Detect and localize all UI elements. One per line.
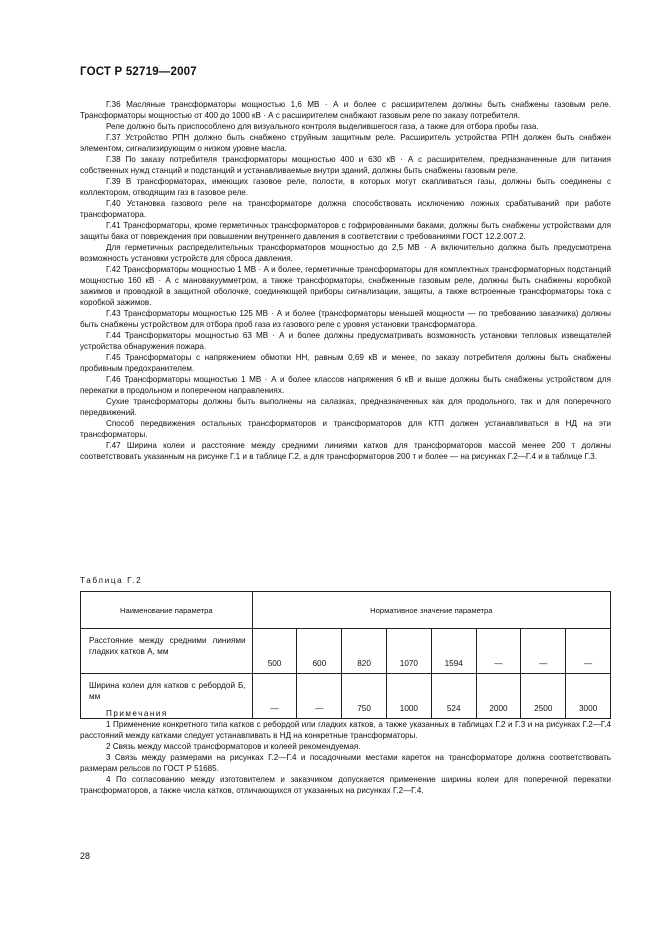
table-cell: 1000 [386, 674, 431, 719]
header-parameter-name: Наименование параметра [81, 592, 253, 629]
paragraph: Г.46 Трансформаторы мощностью 1 МВ · А и более классов напряжения 6 кВ и выше должны быть снабжены устройством для перекатки в продольном и поперечном направлениях. [80, 375, 611, 395]
row-parameter-name: Расстояние между средними линиями гладких катков А, мм [81, 629, 253, 674]
table-cell: — [566, 629, 611, 674]
paragraph: Г.47 Ширина колеи и расстояние между средними линиями катков для трансформаторов массой менее 200 т должны соответствовать указанным на рисунке Г.1 и в таблице Г.2, а для трансформаторов 200 т и более — на рисунках Г.2—Г.4 и в таблице Г.3. [80, 441, 611, 461]
table-cell: 524 [431, 674, 476, 719]
table-cell: 750 [342, 674, 387, 719]
table-cell: 600 [297, 629, 342, 674]
note-item: 2 Связь между массой трансформаторов и колеей рекомендуемая. [106, 742, 361, 751]
table-cell: — [252, 674, 297, 719]
notes-title: Примечания [106, 709, 168, 718]
table-cell: — [476, 629, 521, 674]
paragraph: Г.42 Трансформаторы мощностью 1 МВ · А и более, герметичные трансформаторы для комплектных трансформаторных подстанций мощностью 160 кВ · А с мановакуумметром, а также трансформаторы, снабженные газовым реле, должны быть снабжены коробкой зажимов и проводкой в защитной оболочке, соединяющей приборы сигнализации, защиты, а также встроенные трансформаторы тока с коробкой зажимов. [80, 265, 611, 307]
paragraph: Г.41 Трансформаторы, кроме герметичных трансформаторов с гофрированными баками, должны быть снабжены устройствами для защиты бака от повреждения при повышении внутреннего давления в соответствии с требованиями ГОСТ 12.2.007.2. [80, 221, 611, 241]
table-cell: 500 [252, 629, 297, 674]
table-caption: Таблица Г.2 [80, 576, 143, 585]
paragraph: Для герметичных распределительных трансформаторов мощностью до 2,5 МВ · А включительно должна быть предусмотрена возможность установки устройств для сброса давления. [80, 243, 611, 263]
table-cell: 1070 [386, 629, 431, 674]
paragraph: Г.43 Трансформаторы мощностью 125 МВ · А и более (трансформаторы меньшей мощности — по требованию заказчика) должны быть снабжены устройством для отбора проб газа из газового реле с уровня установки трансформатора. [80, 309, 611, 329]
table-cell: 820 [342, 629, 387, 674]
row-parameter-name: Ширина колеи для катков с ребордой Б, мм [81, 674, 253, 719]
document-header: ГОСТ Р 52719—2007 [80, 66, 197, 78]
header-parameter-value: Нормативное значение параметра [252, 592, 610, 629]
paragraph: Г.37 Устройство РПН должно быть снабжено струйным защитным реле. Расширитель устройства РПН должен быть снабжен элементом, сигнализирующим о низком уровне масла. [80, 133, 611, 153]
page-number: 28 [80, 851, 91, 861]
paragraph: Г.38 По заказу потребителя трансформаторы мощностью 400 и 630 кВ · А с расширителем, предназначенные для питания собственных нужд станций и подстанций и устанавливаемые внутри зданий, должны быть снабжены газовым реле. [80, 155, 611, 175]
note-item: 4 По согласованию между изготовителем и заказчиком допускается применение ширины колеи для поперечной перекатки трансформаторов, а также числа катков, отличающихся от указанных на рисунках Г.2—Г.4. [80, 775, 611, 795]
notes-section [80, 708, 611, 796]
note-item: 1 Применение конкретного типа катков с ребордой или гладких катков, а также указанных в таблицах Г.2 и Г.3 и на рисунках Г.2—Г.4 расстояний между катками следует устанавливать в НД на конкретные трансформаторы. [80, 720, 611, 740]
table-cell: 3000 [566, 674, 611, 719]
paragraph: Способ передвижения остальных трансформаторов и трансформаторов для КТП должен устанавливаться в НД на эти трансформаторы. [80, 419, 611, 439]
note-item: 3 Связь между размерами на рисунках Г.2—Г.4 и посадочными местами кареток на трансформаторе должна соответствовать размерам рельсов по ГОСТ Р 51685. [80, 753, 611, 773]
table-row [81, 629, 611, 674]
paragraph: Г.44 Трансформаторы мощностью 63 МВ · А и более должны предусматривать возможность установки тепловых извещателей устройства обнаружения пожара. [80, 331, 611, 351]
body-text [80, 99, 611, 462]
table-cell: 2000 [476, 674, 521, 719]
paragraph: Г.40 Установка газового реле на трансформаторе должна способствовать исключению ложных срабатываний при работе трансформатора. [80, 199, 611, 219]
table-cell: — [297, 674, 342, 719]
table-cell: 1594 [431, 629, 476, 674]
table-cell: 2500 [521, 674, 566, 719]
paragraph: Сухие трансформаторы должны быть выполнены на салазках, предназначенных как для продольного, так и для поперечного передвижений. [80, 397, 611, 417]
paragraph: Г.36 Масляные трансформаторы мощностью 1,6 МВ · А и более с расширителем должны быть снабжены газовым реле. Трансформаторы мощностью от 400 до 1000 кВ · А с расширителем снабжают газовым реле по заказу потребителя. [80, 100, 611, 120]
table-header-row [81, 592, 611, 629]
paragraph: Г.45 Трансформаторы с напряжением обмотки НН, равным 0,69 кВ и менее, по заказу потребителя должны быть снабжены пробивным предохранителем. [80, 353, 611, 373]
parameters-table [80, 591, 611, 719]
paragraph: Реле должно быть приспособлено для визуального контроля выделившегося газа, а также для отбора пробы газа. [106, 122, 539, 131]
table-cell: — [521, 629, 566, 674]
paragraph: Г.39 В трансформаторах, имеющих газовое реле, полости, в которых могут скапливаться газы, должны быть соединены с коллектором, отводящим газ в газовое реле. [80, 177, 611, 197]
